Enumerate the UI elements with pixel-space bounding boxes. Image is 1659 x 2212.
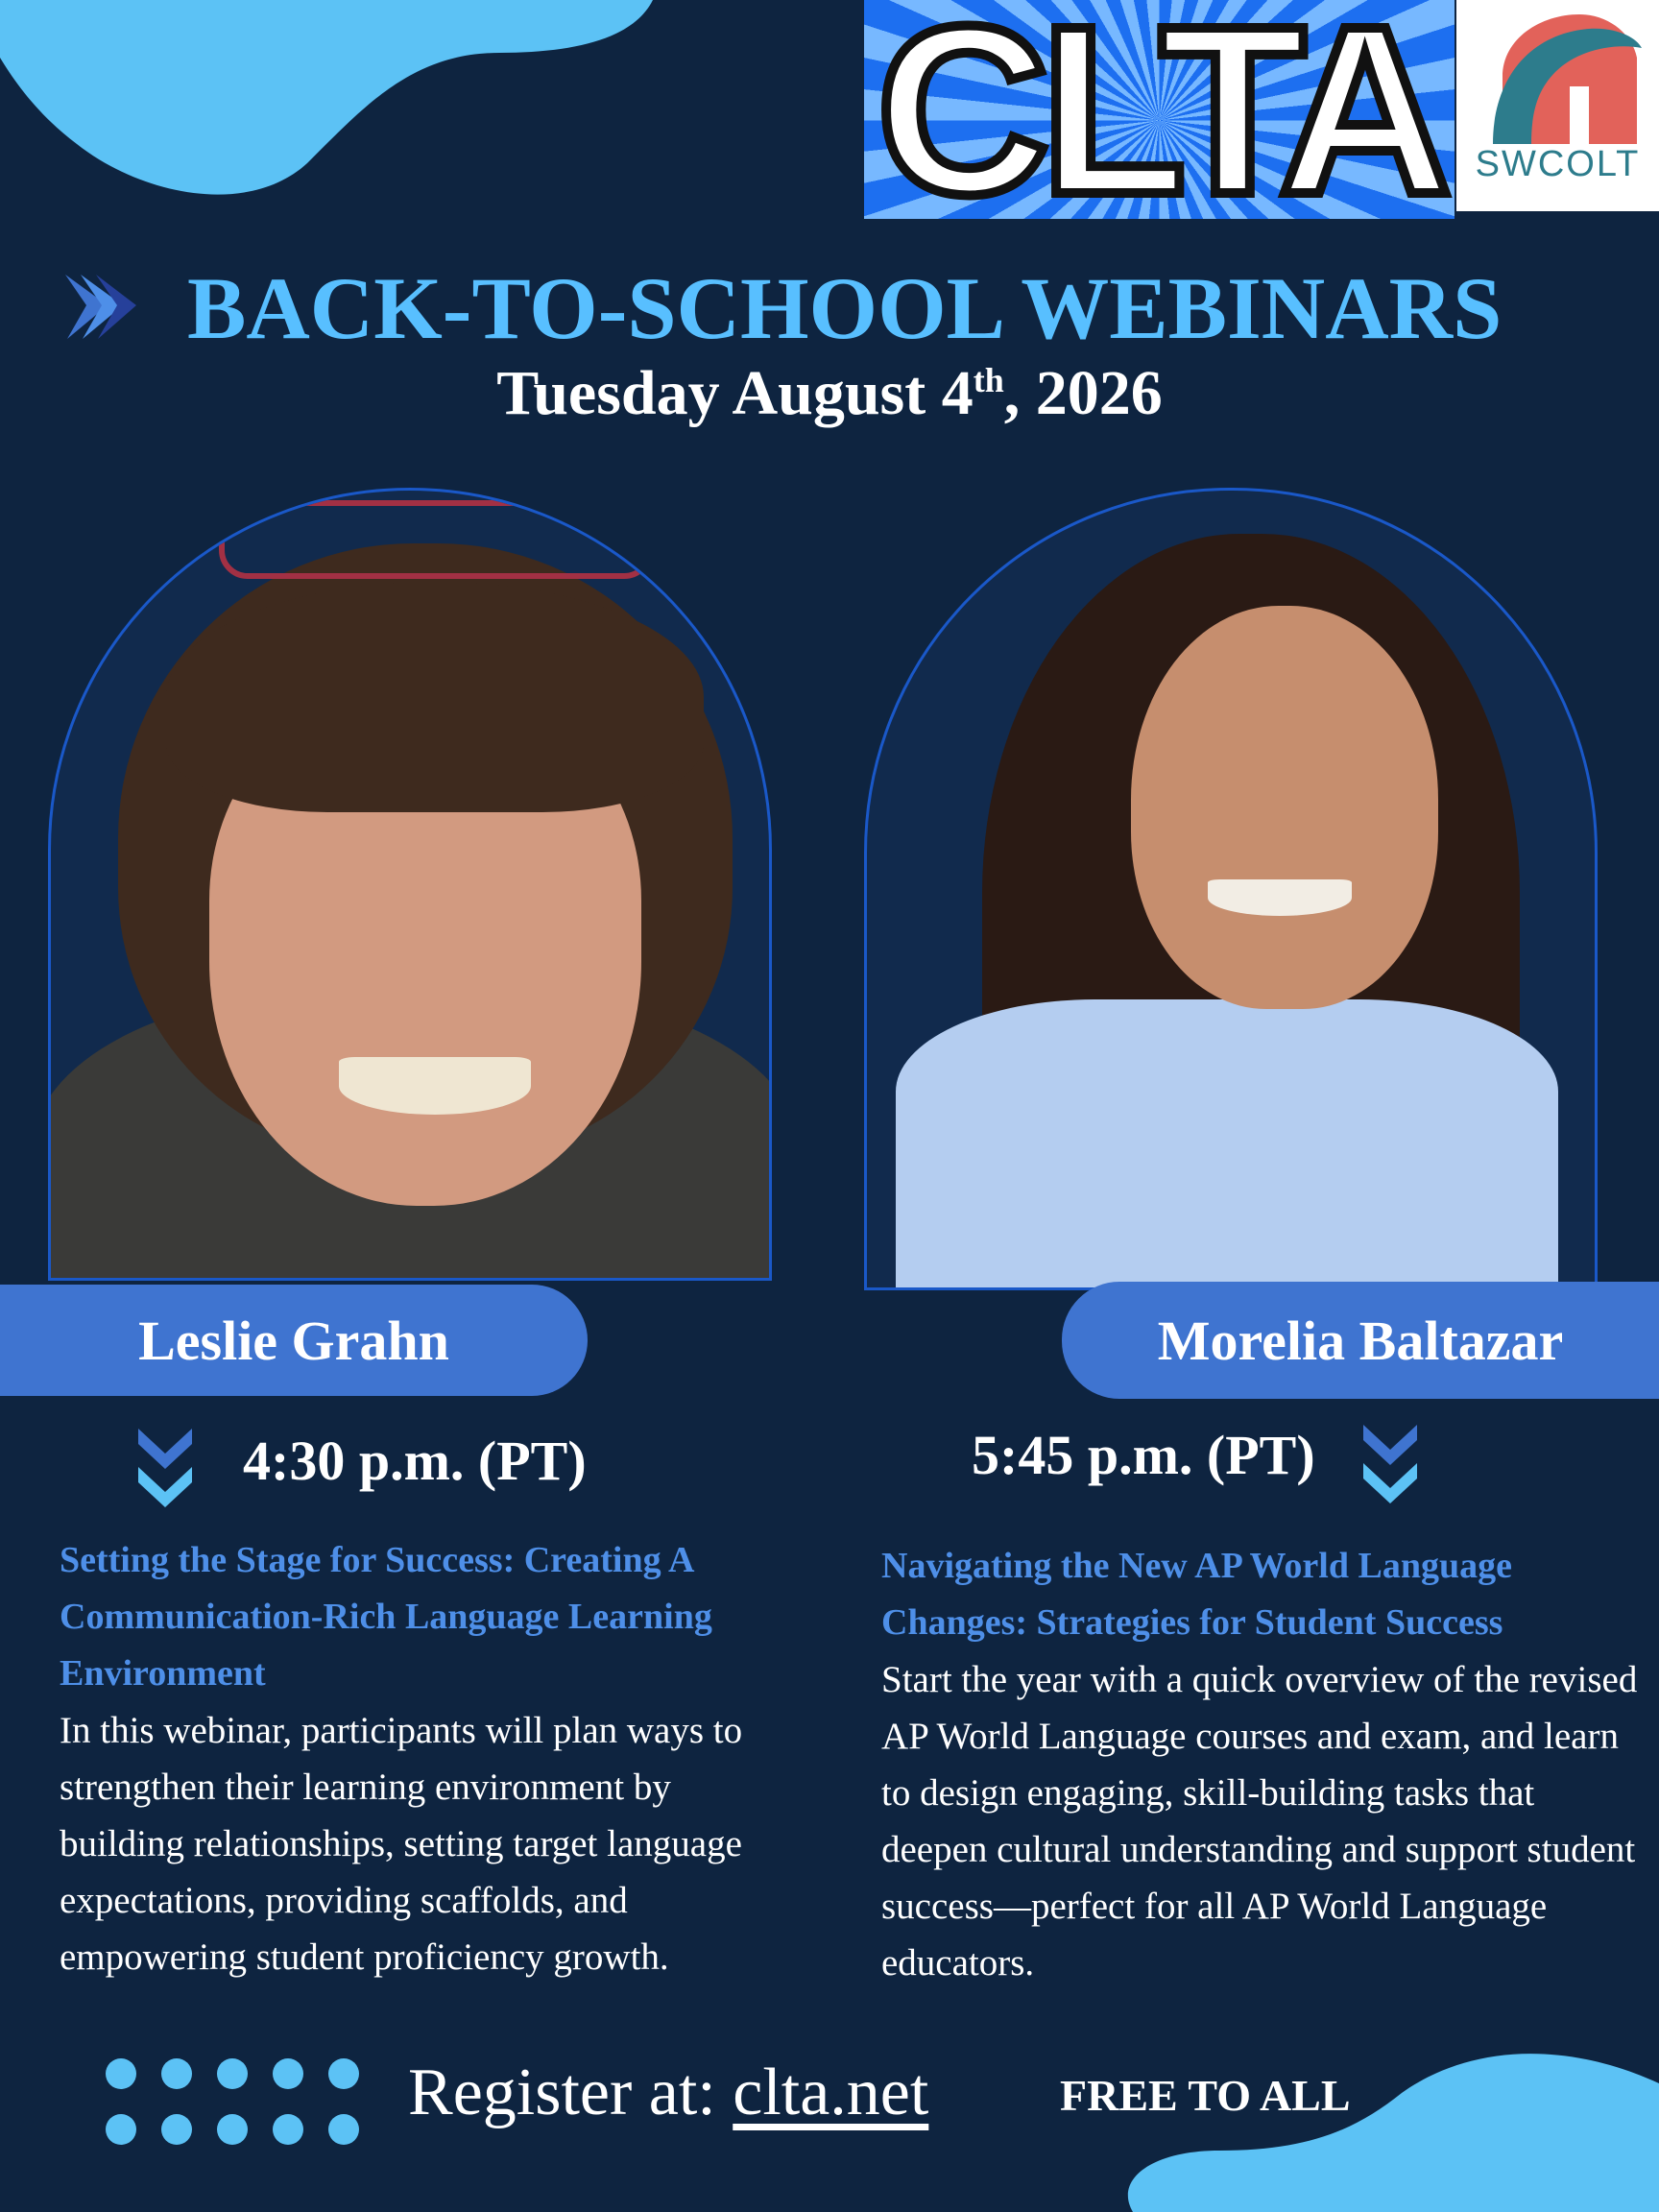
photo-fringe-shape [166,582,704,812]
photo-smile-shape [339,1057,531,1115]
clta-logo-text: CLTA [876,0,1443,219]
photo-shirt-shape [896,999,1558,1290]
talk-description: In this webinar, participants will plan ways to strengthen their learning environment by building relationships, setting target language expectations, providing scaffolds, and empowering student proficiency growth. [60,1710,743,1978]
free-to-all-label: FREE TO ALL [1060,2071,1351,2120]
chevron-down-icon [134,1423,196,1511]
speaker-photo-morelia-baltazar [864,488,1598,1290]
photo-smile-shape [1208,879,1352,916]
date-prefix: Tuesday August 4 [496,358,974,428]
speaker-time: 5:45 p.m. (PT) [972,1424,1315,1486]
speaker-photo-leslie-grahn [48,488,772,1281]
swcolt-emblem-icon [1474,10,1642,144]
talk-title: Setting the Stage for Success: Creating A Communication-Rich Language Learning Environment [60,1540,712,1694]
chevron-down-icon [1359,1419,1421,1507]
speaker-name-badge: Morelia Baltazar [1062,1282,1659,1399]
clta-logo [864,0,1455,219]
swcolt-logo-text: SWCOLT [1475,144,1641,184]
swcolt-logo [1456,0,1659,211]
speaker-time: 4:30 p.m. (PT) [243,1430,587,1492]
top-left-wave-decoration [0,0,672,202]
chevrons-icon [60,267,138,346]
talk-title: Navigating the New AP World Language Changes: Strategies for Student Success [881,1546,1512,1643]
date-ordinal: th [973,361,1004,399]
page-title: BACK-TO-SCHOOL WEBINARS [187,259,1503,357]
photo-glasses-shape [219,500,653,579]
register-label: Register at: [408,2056,733,2129]
date-suffix: , 2026 [1003,358,1163,428]
event-date [0,357,1659,430]
speaker-name-badge: Leslie Grahn [0,1285,588,1396]
register-line [408,2055,928,2131]
photo-face-shape [1131,606,1438,1009]
talk-description: Start the year with a quick overview of the revised AP World Language courses and exam, and learn to design engaging, skill-building tasks that deepen cultural understanding and support student success—perfect for all AP World Language educators. [881,1659,1638,1984]
register-link[interactable]: clta.net [733,2056,929,2129]
dots-decoration-icon [106,2055,365,2151]
